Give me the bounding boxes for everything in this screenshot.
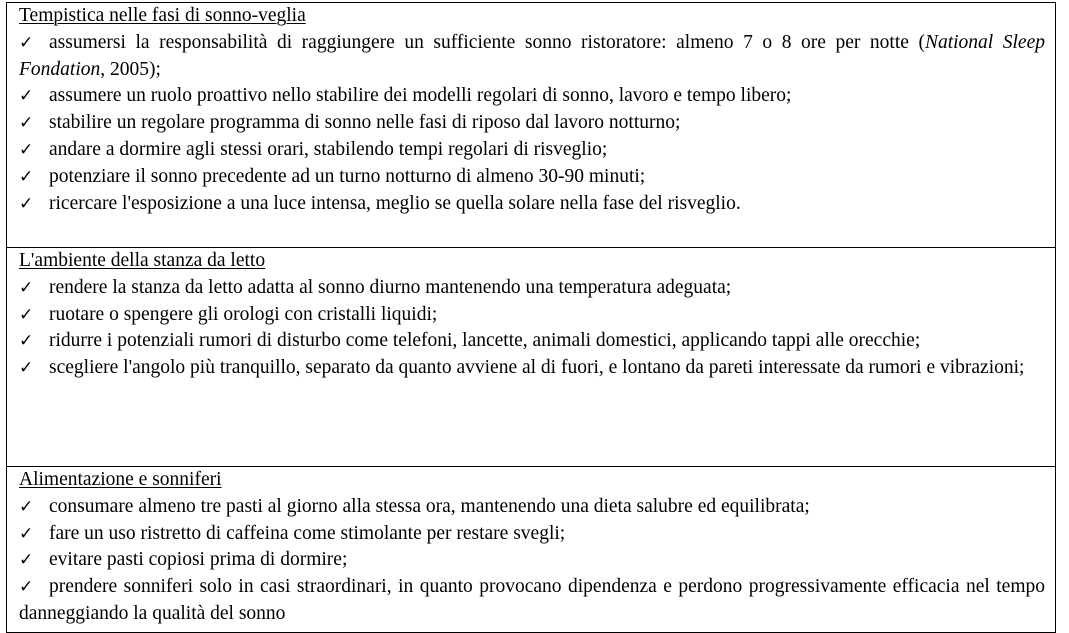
list-item: ✓ ridurre i potenziali rumori di disturbo come telefoni, lancette, animali domestici, applicando tappi alle orecchie; <box>19 328 1045 355</box>
guidelines-table <box>6 2 1056 633</box>
checkmark-icon: ✓ <box>19 358 34 379</box>
list-item: ✓ ricercare l'esposizione a una luce intensa, meglio se quella solare nella fase del risveglio. <box>19 191 1045 218</box>
list-item: ✓ stabilire un regolare programma di sonno nelle fasi di riposo dal lavoro notturno; <box>19 110 1045 137</box>
section-sleep-wake-timing <box>7 3 1055 248</box>
checkmark-icon: ✓ <box>19 86 34 107</box>
checkmark-icon: ✓ <box>19 550 34 571</box>
list-item: ✓ evitare pasti copiosi prima di dormire; <box>19 547 1045 574</box>
checkmark-icon: ✓ <box>19 277 34 298</box>
section-heading: Alimentazione e sonniferi <box>19 469 222 490</box>
list-item: ✓ fare un uso ristretto di caffeina come stimolante per restare svegli; <box>19 521 1045 548</box>
checkmark-icon: ✓ <box>19 331 34 352</box>
list-item: ✓ consumare almeno tre pasti al giorno alla stessa ora, mantenendo una dieta salubre ed equilibrata; <box>19 494 1045 521</box>
checkmark-icon: ✓ <box>19 32 34 53</box>
list-item: ✓ scegliere l'angolo più tranquillo, separato da quanto avviene al di fuori, e lontano da pareti interessate da rumori e vibrazioni; <box>19 355 1045 382</box>
section-bedroom-environment <box>7 248 1055 467</box>
checkmark-icon: ✓ <box>19 193 34 214</box>
list-item: ✓ prendere sonniferi solo in casi straordinari, in quanto provocano dipendenza e perdono progressivamente efficacia nel tempo danneggiando la qualità del sonno <box>19 576 1045 624</box>
list-item: ✓ assumersi la responsabilità di raggiungere un sufficiente sonno ristoratore: almeno 7 o 8 ore per notte (National Sleep Fondation, 2005); <box>19 31 1045 80</box>
list-item: ✓ assumere un ruolo proattivo nello stabilire dei modelli regolari di sonno, lavoro e tempo libero; <box>19 83 1045 110</box>
section-heading: Tempistica nelle fasi di sonno-veglia <box>19 5 306 26</box>
checkmark-icon: ✓ <box>19 577 34 598</box>
checkmark-icon: ✓ <box>19 113 34 134</box>
list-item: ✓ andare a dormire agli stessi orari, stabilendo tempi regolari di risveglio; <box>19 137 1045 164</box>
item-list <box>19 275 1045 382</box>
checkmark-icon: ✓ <box>19 523 34 544</box>
list-item: ✓ rendere la stanza da letto adatta al sonno diurno mantenendo una temperatura adeguata; <box>19 275 1045 302</box>
list-item: ✓ ruotare o spengere gli orologi con cristalli liquidi; <box>19 302 1045 329</box>
section-diet-and-sleeping-pills <box>7 467 1055 632</box>
section-heading: L'ambiente della stanza da letto <box>19 250 266 271</box>
checkmark-icon: ✓ <box>19 139 34 160</box>
list-item: ✓ potenziare il sonno precedente ad un turno notturno di almeno 30-90 minuti; <box>19 164 1045 191</box>
item-list <box>19 494 1045 628</box>
item-list <box>19 30 1045 218</box>
checkmark-icon: ✓ <box>19 166 34 187</box>
checkmark-icon: ✓ <box>19 496 34 517</box>
checkmark-icon: ✓ <box>19 304 34 325</box>
citation-source: National Sleep Fondation <box>19 31 1045 80</box>
